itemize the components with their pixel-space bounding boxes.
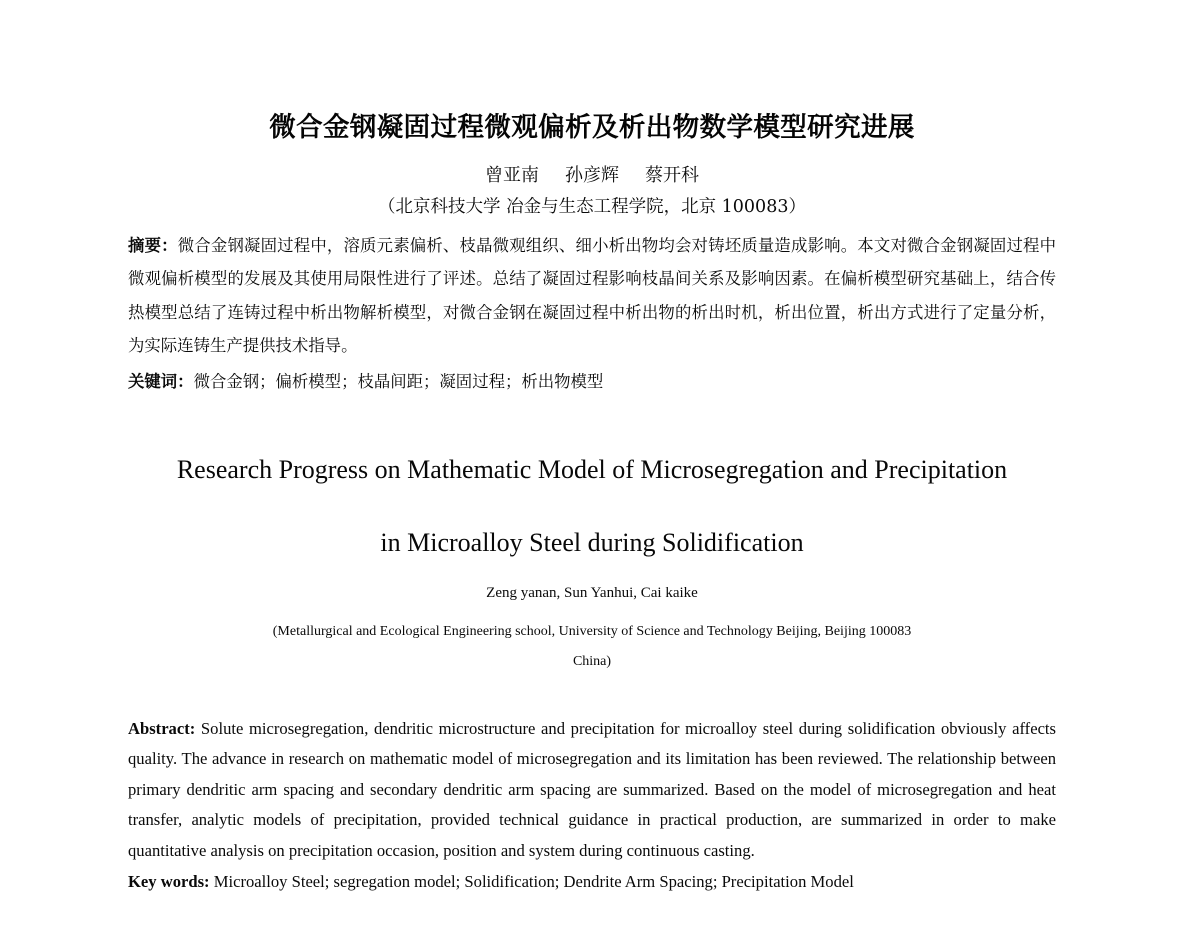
- page-content-column: [128, 0, 1056, 898]
- english-title-line-2: in Microalloy Steel during Solidification: [380, 527, 804, 557]
- chinese-author-3: 蔡开科: [645, 164, 699, 186]
- english-keywords: [128, 867, 1056, 898]
- english-title-line-1: Research Progress on Mathematic Model of Microsegregation and Precipitation: [176, 455, 1008, 485]
- chinese-abstract-body: 微合金钢凝固过程中，溶质元素偏析、枝晶微观组织、细小析出物均会对铸坯质量造成影响。本文对微合金钢凝固过程中微观偏析模型的发展及其使用局限性进行了评述。总结了凝固过程影响枝晶间关系及影响因素。在偏析模型研究基础上，结合传热模型总结了连铸过程中析出物解析模型，对微合金钢在凝固过程中析出物的析出时机，析出位置，析出方式进行了定量分析，为实际连铸生产提供技术指导。: [128, 235, 1057, 356]
- chinese-author-1: 曾亚南: [485, 164, 539, 186]
- english-affiliation-line-1: (Metallurgical and Ecological Engineering school, University of Science and Technology Beijing, Beijing 100083: [272, 624, 912, 640]
- english-keywords-label: Key words:: [128, 872, 210, 892]
- chinese-abstract: [128, 229, 1056, 363]
- chinese-keywords: [128, 365, 1056, 399]
- chinese-author-list: [128, 164, 1056, 187]
- english-keywords-body: Microalloy Steel; segregation model; Solidification; Dendrite Arm Spacing; Precipitation Model: [209, 872, 854, 892]
- english-author-list: Zeng yanan, Sun Yanhui, Cai kaike: [486, 585, 698, 602]
- english-abstract: [128, 714, 1056, 867]
- chinese-keywords-label: 关键词：: [128, 371, 194, 391]
- chinese-keywords-body: 微合金钢；偏析模型；枝晶间距；凝固过程；析出物模型: [193, 371, 604, 391]
- english-affiliation-line-2: China): [572, 653, 612, 669]
- english-abstract-body: Solute microsegregation, dendritic microstructure and precipitation for microalloy steel during solidification obviously affects quality. The advance in research on mathematic model of microsegregation and its limitation has been reviewed. The relationship between primary dendritic arm spacing and secondary dendritic arm spacing are summarized. Based on the model of microsegregation and heat transfer, analytic models of precipitation, provided technical guidance in practical production, are summarized in order to make quantitative analysis on precipitation occasion, position and system during continuous casting.: [128, 718, 1056, 860]
- chinese-abstract-label: 摘要：: [128, 235, 178, 255]
- chinese-author-2: 孙彦辉: [565, 164, 619, 186]
- chinese-affiliation: （北京科技大学 冶金与生态工程学院，北京 100083）: [378, 197, 806, 218]
- english-abstract-label: Abstract:: [128, 718, 196, 738]
- chinese-title: 微合金钢凝固过程微观偏析及析出物数学模型研究进展: [269, 112, 915, 143]
